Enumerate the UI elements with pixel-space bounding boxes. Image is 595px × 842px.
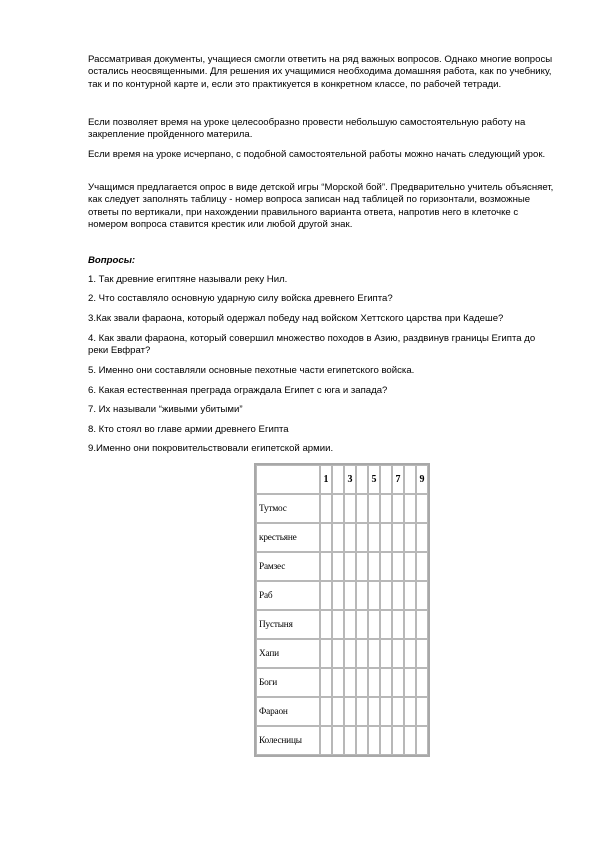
answer-cell[interactable] xyxy=(380,523,392,552)
answer-cell[interactable] xyxy=(368,639,380,668)
table-row xyxy=(256,581,428,610)
question-7: 7. Их называли “живыми убитыми” xyxy=(88,404,243,415)
answer-cell[interactable] xyxy=(368,581,380,610)
table-column-header xyxy=(404,465,416,494)
question-4: 4. Как звали фараона, который совершил множество походов в Азию, раздвинув границы Египта до реки Евфрат? xyxy=(88,333,536,357)
answer-cell[interactable] xyxy=(356,523,368,552)
answer-cell[interactable] xyxy=(320,697,332,726)
answer-cell[interactable] xyxy=(344,639,356,668)
table-corner-cell xyxy=(256,465,320,494)
answer-cell[interactable] xyxy=(404,668,416,697)
table-row xyxy=(256,552,428,581)
table-column-header: 5 xyxy=(368,465,380,494)
answer-cell[interactable] xyxy=(368,610,380,639)
answer-cell[interactable] xyxy=(368,668,380,697)
answer-cell[interactable] xyxy=(320,581,332,610)
table-column-header: 1 xyxy=(320,465,332,494)
table-row xyxy=(256,668,428,697)
answer-cell[interactable] xyxy=(368,494,380,523)
table-row xyxy=(256,726,428,755)
answer-cell[interactable] xyxy=(320,668,332,697)
answer-label: Рамзес xyxy=(256,552,320,581)
answer-cell[interactable] xyxy=(416,494,428,523)
table-row xyxy=(256,639,428,668)
answer-cell[interactable] xyxy=(392,552,404,581)
answer-cell[interactable] xyxy=(356,610,368,639)
answer-cell[interactable] xyxy=(404,697,416,726)
table-column-header xyxy=(332,465,344,494)
answer-cell[interactable] xyxy=(416,581,428,610)
answer-cell[interactable] xyxy=(368,697,380,726)
answer-label: Боги xyxy=(256,668,320,697)
answer-label: Хапи xyxy=(256,639,320,668)
answer-cell[interactable] xyxy=(356,494,368,523)
sea-battle-table xyxy=(254,463,430,757)
answer-cell[interactable] xyxy=(416,552,428,581)
answer-cell[interactable] xyxy=(344,581,356,610)
answer-cell[interactable] xyxy=(332,552,344,581)
answer-cell[interactable] xyxy=(404,726,416,755)
answer-cell[interactable] xyxy=(320,639,332,668)
question-6: 6. Какая естественная преграда ограждала Египет с юга и запада? xyxy=(88,385,388,396)
question-1: 1. Так древние египтяне называли реку Нил. xyxy=(88,274,288,285)
paragraph-time-exhausted: Если время на уроке исчерпано, с подобной самостоятельной работы можно начать следующий урок. xyxy=(88,149,546,160)
paragraph-time-allows: Если позволяет время на уроке целесообразно провести небольшую самостоятельную работу на закрепление пройденного материла. xyxy=(88,117,526,141)
answer-cell[interactable] xyxy=(380,552,392,581)
answer-cell[interactable] xyxy=(332,697,344,726)
answer-cell[interactable] xyxy=(356,581,368,610)
table-column-header xyxy=(380,465,392,494)
answer-cell[interactable] xyxy=(356,552,368,581)
answer-cell[interactable] xyxy=(380,639,392,668)
table-row xyxy=(256,610,428,639)
answer-cell[interactable] xyxy=(392,494,404,523)
answer-cell[interactable] xyxy=(380,610,392,639)
answer-label: Колесницы xyxy=(256,726,320,755)
answer-cell[interactable] xyxy=(344,552,356,581)
answer-cell[interactable] xyxy=(356,639,368,668)
answer-cell[interactable] xyxy=(380,726,392,755)
answer-cell[interactable] xyxy=(356,726,368,755)
answer-cell[interactable] xyxy=(344,726,356,755)
question-8: 8. Кто стоял во главе армии древнего Египта xyxy=(88,424,289,435)
answer-label: Тутмос xyxy=(256,494,320,523)
table-column-header xyxy=(356,465,368,494)
answer-cell[interactable] xyxy=(392,610,404,639)
paragraph-intro: Рассматривая документы, учащиеся смогли ответить на ряд важных вопросов. Однако многие вопросы остались неосвященными. Для решения их учащимися необходима домашняя работа, как по учебнику, так и по контурной карте и, если это практикуется в конкретном классе, по рабочей тетради. xyxy=(88,54,553,90)
answer-cell[interactable] xyxy=(368,726,380,755)
answer-cell[interactable] xyxy=(392,726,404,755)
answer-cell[interactable] xyxy=(416,523,428,552)
answer-cell[interactable] xyxy=(344,610,356,639)
answer-cell[interactable] xyxy=(416,639,428,668)
answer-cell[interactable] xyxy=(320,726,332,755)
answer-cell[interactable] xyxy=(392,668,404,697)
answer-cell[interactable] xyxy=(416,697,428,726)
answer-cell[interactable] xyxy=(404,639,416,668)
answer-cell[interactable] xyxy=(332,581,344,610)
answer-cell[interactable] xyxy=(404,523,416,552)
answer-cell[interactable] xyxy=(344,523,356,552)
answer-cell[interactable] xyxy=(404,494,416,523)
answer-cell[interactable] xyxy=(392,639,404,668)
questions-heading: Вопросы: xyxy=(88,255,136,266)
question-5: 5. Именно они составляли основные пехотные части египетского войска. xyxy=(88,365,415,376)
answer-cell[interactable] xyxy=(320,494,332,523)
answer-cell[interactable] xyxy=(404,610,416,639)
answer-cell[interactable] xyxy=(380,668,392,697)
answer-label: Фараон xyxy=(256,697,320,726)
answer-cell[interactable] xyxy=(344,668,356,697)
answer-cell[interactable] xyxy=(392,697,404,726)
answer-cell[interactable] xyxy=(320,610,332,639)
table-row xyxy=(256,523,428,552)
answer-label: крестьяне xyxy=(256,523,320,552)
question-3: 3.Как звали фараона, который одержал победу над войском Хеттского царства при Кадеше? xyxy=(88,313,504,324)
answer-cell[interactable] xyxy=(344,494,356,523)
answer-cell[interactable] xyxy=(332,610,344,639)
table-row xyxy=(256,697,428,726)
answer-cell[interactable] xyxy=(404,581,416,610)
table-row xyxy=(256,494,428,523)
table-header-row xyxy=(256,465,428,494)
answer-cell[interactable] xyxy=(380,581,392,610)
answer-cell[interactable] xyxy=(332,668,344,697)
answer-cell[interactable] xyxy=(332,523,344,552)
answer-cell[interactable] xyxy=(320,523,332,552)
answer-cell[interactable] xyxy=(368,523,380,552)
answer-cell[interactable] xyxy=(380,494,392,523)
answer-cell[interactable] xyxy=(332,726,344,755)
answer-cell[interactable] xyxy=(356,668,368,697)
answer-cell[interactable] xyxy=(392,523,404,552)
table-column-header: 3 xyxy=(344,465,356,494)
table-column-header: 9 xyxy=(416,465,428,494)
table-column-header: 7 xyxy=(392,465,404,494)
answer-cell[interactable] xyxy=(404,552,416,581)
answer-cell[interactable] xyxy=(320,552,332,581)
answer-cell[interactable] xyxy=(344,697,356,726)
answer-cell[interactable] xyxy=(332,494,344,523)
answer-cell[interactable] xyxy=(416,668,428,697)
question-2: 2. Что составляло основную ударную силу войска древнего Египта? xyxy=(88,293,393,304)
answer-cell[interactable] xyxy=(368,552,380,581)
answer-label: Раб xyxy=(256,581,320,610)
answer-cell[interactable] xyxy=(380,697,392,726)
answer-cell[interactable] xyxy=(416,610,428,639)
answer-cell[interactable] xyxy=(332,639,344,668)
question-9: 9.Именно они покровительствовали египетской армии. xyxy=(88,443,334,454)
answer-label: Пустыня xyxy=(256,610,320,639)
paragraph-sea-battle: Учащимся предлагается опрос в виде детской игры “Морской бой”. Предварительно учитель объясняет, как следует заполнять таблицу - номер вопроса записан над таблицей по горизонтали, возможные ответы по вертикали, при нахождении правильного варианта ответа, напротив него в клеточке с номером вопроса ставится крестик или любой другой знак. xyxy=(88,182,554,231)
answer-cell[interactable] xyxy=(356,697,368,726)
answer-cell[interactable] xyxy=(392,581,404,610)
answer-cell[interactable] xyxy=(416,726,428,755)
